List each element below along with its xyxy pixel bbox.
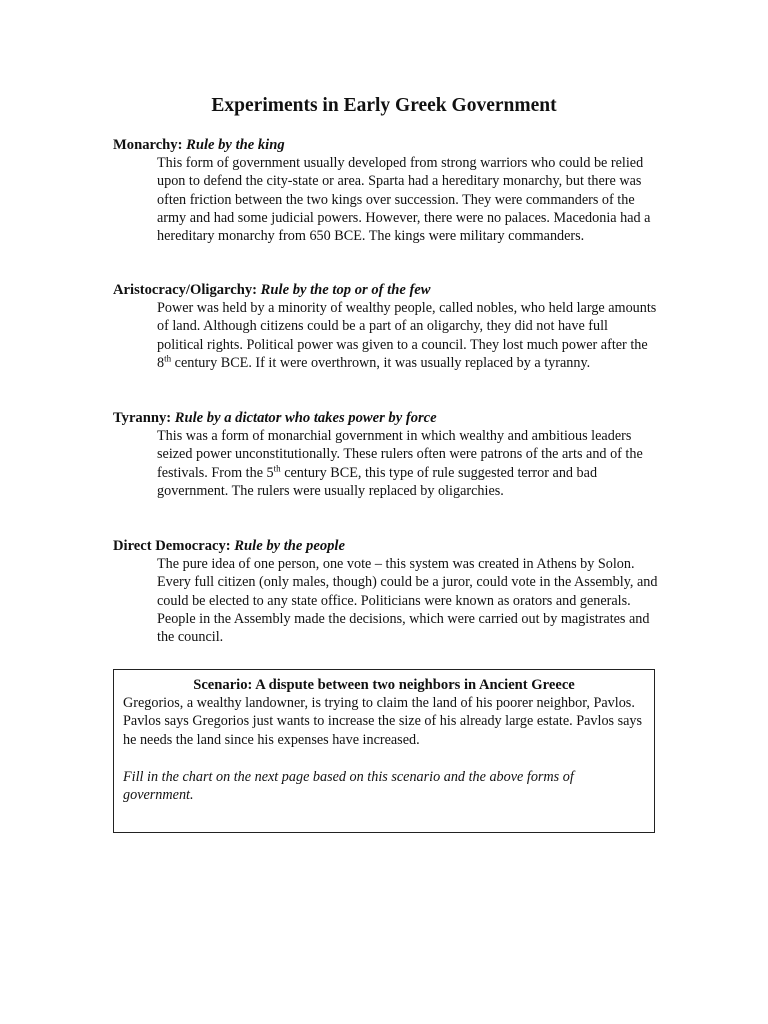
section-definition: Rule by the king <box>186 137 285 153</box>
scenario-text: Gregorios, a wealthy landowner, is trying to claim the land of his poorer neighbor, Pavlos. Pavlos says Gregorios just wants to increase the size of his already large estate. Pavlos says he needs the land since his expenses have increased. <box>123 695 643 748</box>
section-heading <box>113 136 658 154</box>
section-monarchy <box>113 136 658 245</box>
scenario-box <box>113 669 655 833</box>
section-direct-democracy <box>113 537 658 646</box>
ordinal-suffix: th <box>273 462 281 473</box>
scenario-instruction: Fill in the chart on the next page based on this scenario and the above forms of government. <box>123 768 574 804</box>
scenario-title: Scenario: A dispute between two neighbors in Ancient Greece <box>193 677 575 693</box>
section-body <box>157 299 658 372</box>
page-title: Experiments in Early Greek Government <box>211 95 557 116</box>
section-heading <box>113 281 658 299</box>
section-tyranny <box>113 409 658 500</box>
ordinal-suffix: th <box>164 353 172 364</box>
section-body-part: Power was held by a minority of wealthy people, called nobles, who held large amounts of land. Although citizens could be a part of an oligarchy, they did not have full political rights. Political power was given to a council. They lost much power after the 8 <box>157 300 657 371</box>
section-body-part: This was a form of monarchial government in which wealthy and ambitious leaders seized power unconstitutionally. These rulers often were patrons of the arts and of the festivals. From the 5 <box>157 428 643 481</box>
section-heading <box>113 537 658 555</box>
section-body: The pure idea of one person, one vote – this system was created in Athens by Solon. Every full citizen (only males, though) could be a juror, could vote in the Assembly, and could be elected to any state office. Politicians were known as orators and generals. People in the Assembly made the decisions, which were carried out by magistrates and the council. <box>157 556 658 646</box>
section-body-part: century BCE, this type of rule suggested terror and bad government. The rulers were usually replaced by oligarchies. <box>157 464 598 499</box>
section-term: Direct Democracy: <box>113 538 231 554</box>
section-body: This form of government usually developed from strong warriors who could be relied upon to defend the city-state or area. Sparta had a hereditary monarchy, but there was often friction between the two kings over succession. They were commanders of the army and had some judicial powers. However, there were no palaces. Macedonia had a hereditary monarchy from 650 BCE. The kings were military commanders. <box>157 155 651 245</box>
section-term: Tyranny: <box>113 410 172 426</box>
section-body-part: century BCE. If it were overthrown, it was usually replaced by a tyranny. <box>171 354 591 371</box>
section-term: Aristocracy/Oligarchy: <box>113 282 258 298</box>
section-definition: Rule by the people <box>234 538 345 554</box>
section-heading <box>113 409 658 427</box>
section-definition: Rule by the top or of the few <box>260 282 431 298</box>
section-body <box>157 427 658 500</box>
section-aristocracy-oligarchy <box>113 281 658 372</box>
section-term: Monarchy: <box>113 137 183 153</box>
section-definition: Rule by a dictator who takes power by force <box>174 410 437 426</box>
